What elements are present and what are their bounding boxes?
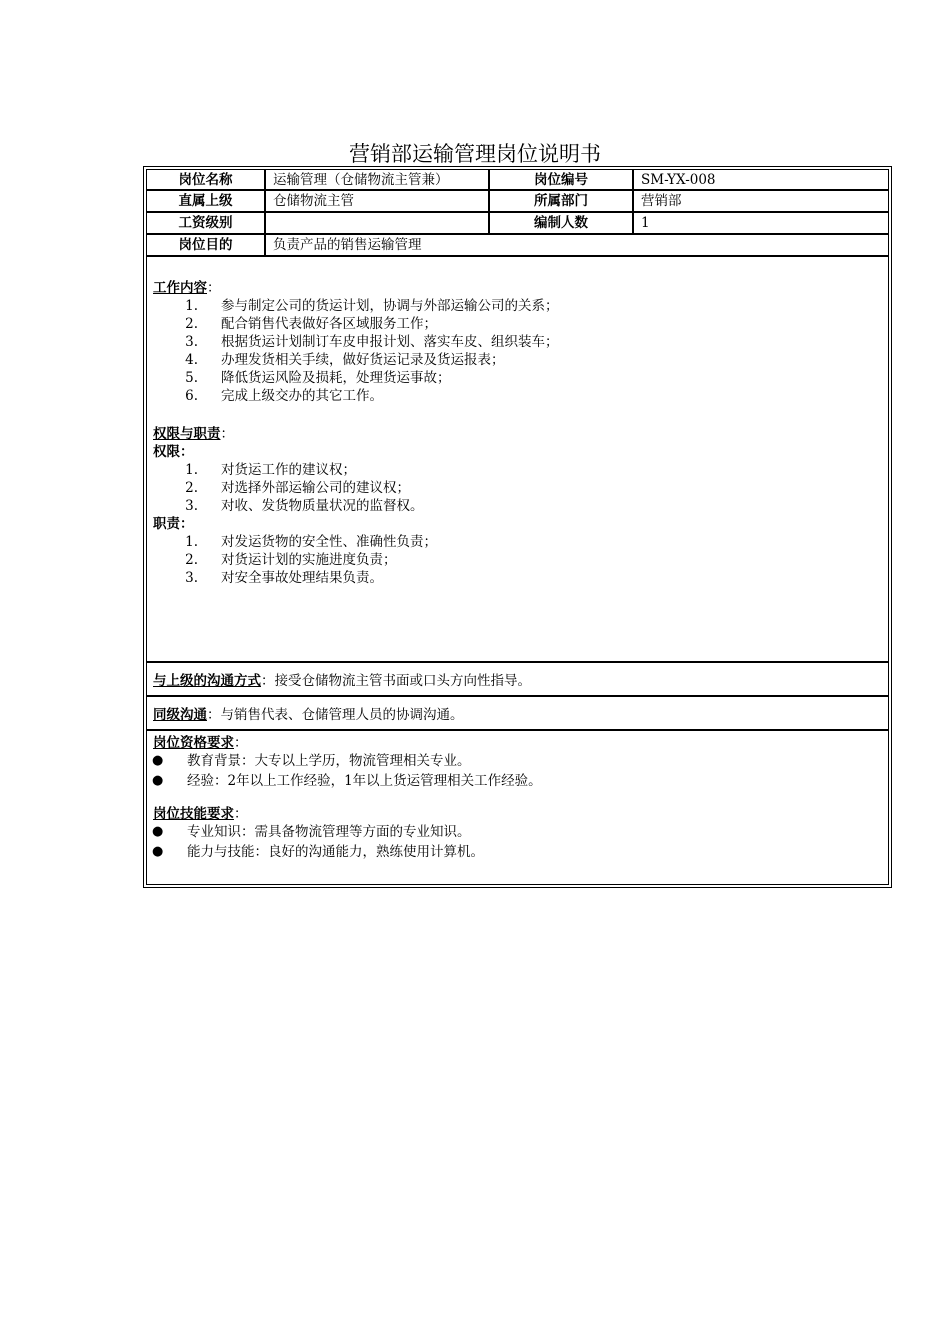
- qualification-heading: 岗位资格要求：: [153, 735, 248, 751]
- qualification-item: 教育背景：大专以上学历，物流管理相关专业。: [187, 753, 471, 769]
- rights-item: 对收、发货物质量状况的监督权。: [221, 498, 424, 514]
- peer-communication: 同级沟通：与销售代表、仓储管理人员的协调沟通。: [153, 707, 464, 723]
- skills-heading: 岗位技能要求：: [153, 806, 248, 822]
- position-code-value: SM-YX-008: [633, 169, 889, 190]
- work-content-heading: 工作内容：: [153, 280, 221, 296]
- position-code-label: 岗位编号: [489, 169, 633, 190]
- superior-communication: 与上级的沟通方式：接受仓储物流主管书面或口头方向性指导。: [153, 673, 531, 689]
- rights-item-number: 2.: [185, 480, 198, 496]
- purpose-label: 岗位目的: [146, 234, 265, 256]
- work-item: 办理发货相关手续，做好货运记录及货运报表；: [221, 352, 505, 368]
- duties-item-number: 2.: [185, 552, 198, 568]
- duties-label: 职责：: [153, 516, 194, 532]
- work-item-number: 1.: [185, 298, 198, 314]
- position-name-value: 运输管理（仓储物流主管兼）: [265, 169, 489, 190]
- duties-item: 对货运计划的实施进度负责；: [221, 552, 397, 568]
- supervisor-label: 直属上级: [146, 190, 265, 212]
- bullet-icon: ●: [152, 773, 164, 788]
- department-label: 所属部门: [489, 190, 633, 212]
- headcount-value: 1: [633, 212, 889, 234]
- work-item: 配合销售代表做好各区域服务工作；: [221, 316, 437, 332]
- headcount-label: 编制人数: [489, 212, 633, 234]
- salary-level-label: 工资级别: [146, 212, 265, 234]
- work-item: 降低货运风险及损耗，处理货运事故；: [221, 370, 451, 386]
- bullet-icon: ●: [152, 844, 164, 859]
- duties-item-number: 1.: [185, 534, 198, 550]
- rights-item: 对选择外部运输公司的建议权；: [221, 480, 410, 496]
- work-item: 根据货运计划制订车皮申报计划、落实车皮、组织装车；: [221, 334, 559, 350]
- duties-item: 对发运货物的安全性、准确性负责；: [221, 534, 437, 550]
- duties-item: 对安全事故处理结果负责。: [221, 570, 383, 586]
- work-item-number: 3.: [185, 334, 198, 350]
- skills-item: 能力与技能：良好的沟通能力，熟练使用计算机。: [187, 844, 484, 860]
- position-name-label: 岗位名称: [146, 169, 265, 190]
- work-item-number: 2.: [185, 316, 198, 332]
- work-item-number: 6.: [185, 388, 198, 404]
- work-item: 完成上级交办的其它工作。: [221, 388, 383, 404]
- bullet-icon: ●: [152, 753, 164, 768]
- rights-item: 对货运工作的建议权；: [221, 462, 356, 478]
- duties-item-number: 3.: [185, 570, 198, 586]
- skills-item: 专业知识：需具备物流管理等方面的专业知识。: [187, 824, 471, 840]
- qualification-item: 经验：2年以上工作经验，1年以上货运管理相关工作经验。: [187, 773, 542, 789]
- rights-label: 权限：: [153, 444, 194, 460]
- authority-heading: 权限与职责：: [153, 426, 234, 442]
- document-title: 营销部运输管理岗位说明书: [349, 142, 601, 166]
- department-value: 营销部: [633, 190, 889, 212]
- work-item-number: 4.: [185, 352, 198, 368]
- rights-item-number: 1.: [185, 462, 198, 478]
- work-item: 参与制定公司的货运计划，协调与外部运输公司的关系；: [221, 298, 559, 314]
- rights-item-number: 3.: [185, 498, 198, 514]
- purpose-value: 负责产品的销售运输管理: [265, 234, 889, 256]
- work-item-number: 5.: [185, 370, 198, 386]
- supervisor-value: 仓储物流主管: [265, 190, 489, 212]
- salary-level-value: [265, 212, 489, 234]
- bullet-icon: ●: [152, 824, 164, 839]
